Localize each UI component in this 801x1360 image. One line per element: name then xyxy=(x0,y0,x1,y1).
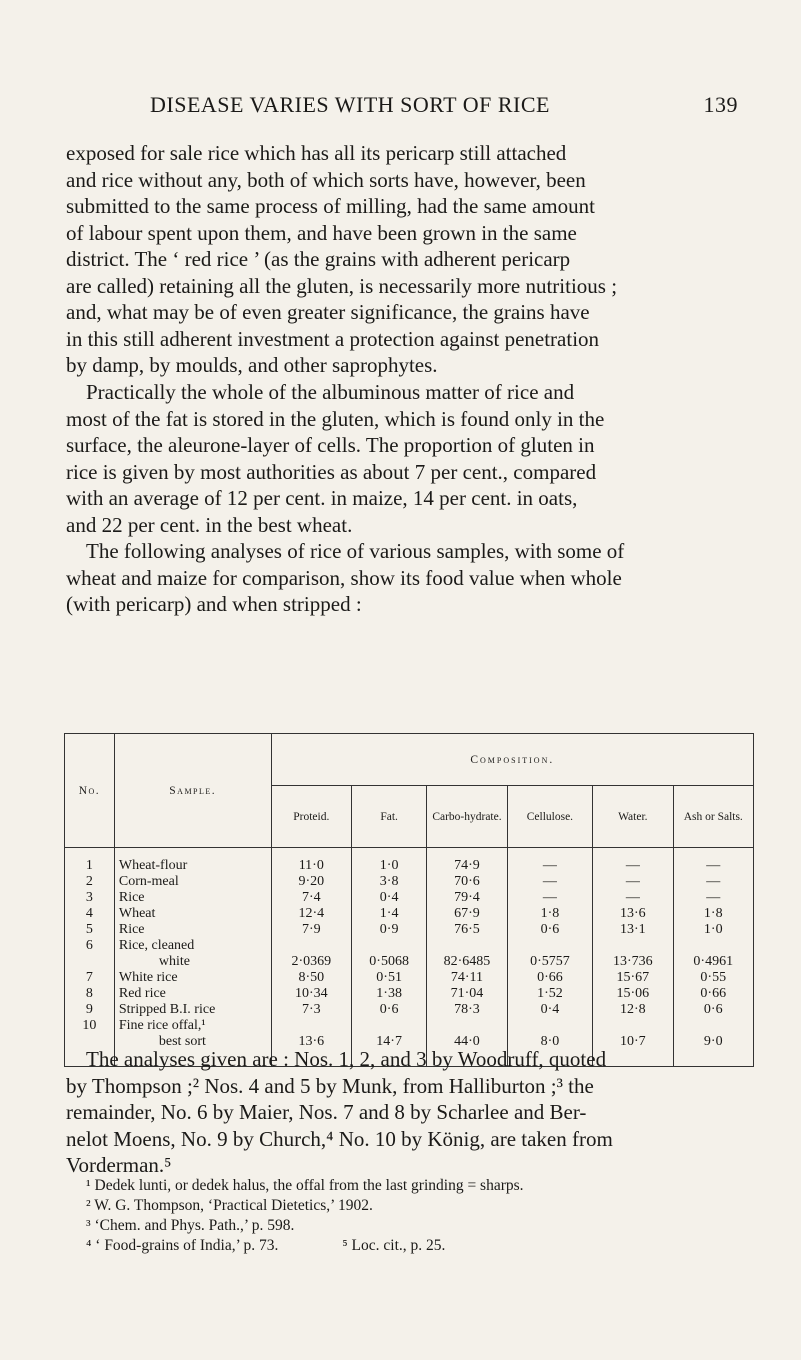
value-cell: — xyxy=(673,848,753,875)
footnote-1: ¹ Dedek lunti, or dedek halus, the offal from the last grinding = sharps. xyxy=(86,1177,524,1194)
value-cell: 7·3 xyxy=(271,1002,351,1018)
text-line: The analyses given are : Nos. 1, 2, and 3 by Woodruff, quoted xyxy=(86,1047,607,1071)
paragraph-2 xyxy=(66,379,746,538)
footnote-3: ³ ‘Chem. and Phys. Path.,’ p. 598. xyxy=(86,1217,295,1234)
value-cell: 11·0 xyxy=(271,848,351,875)
text-line: rice is given by most authorities as about 7 per cent., compared xyxy=(66,459,597,484)
sample-name: Corn-meal xyxy=(118,874,179,889)
value-cell: 1·4 xyxy=(351,906,426,922)
footnotes xyxy=(66,1176,746,1256)
value-cell: 8·50 xyxy=(271,970,351,986)
table-row xyxy=(65,874,754,890)
sample-name: Rice xyxy=(118,922,145,937)
value-cell: 67·9 xyxy=(427,906,507,922)
sample-name: Stripped B.I. rice xyxy=(118,1002,216,1017)
value-cell: 10·34 xyxy=(271,986,351,1002)
sample-cell xyxy=(114,890,271,906)
text-line: in this still adherent investment a protection against penetration xyxy=(66,326,600,351)
sample-cell xyxy=(114,938,271,970)
sample-cell xyxy=(114,906,271,922)
table-row xyxy=(65,986,754,1002)
value-cell: — xyxy=(507,874,592,890)
value-cell: 13·736 xyxy=(593,938,673,970)
value-cell: 7·9 xyxy=(271,922,351,938)
text-line: nelot Moens, No. 9 by Church,⁴ No. 10 by König, are taken from xyxy=(66,1126,613,1151)
paragraph-3 xyxy=(66,538,746,618)
value-cell: 14·7 xyxy=(351,1018,426,1067)
value-cell: 0·6 xyxy=(507,922,592,938)
col-header-water: Water. xyxy=(593,786,673,848)
page-number: 139 xyxy=(703,92,738,117)
value-cell: 1·8 xyxy=(673,906,753,922)
value-cell: 12·4 xyxy=(271,906,351,922)
sample-cell xyxy=(114,970,271,986)
value-cell: 0·5068 xyxy=(351,938,426,970)
value-cell: — xyxy=(673,890,753,906)
col-header-fat: Fat. xyxy=(351,786,426,848)
value-cell: 0·66 xyxy=(507,970,592,986)
sample-name-continued: best sort xyxy=(158,1034,206,1049)
value-cell: 0·6 xyxy=(673,1002,753,1018)
text-line: most of the fat is stored in the gluten, which is found only in the xyxy=(66,406,605,431)
footnote-2: ² W. G. Thompson, ‘Practical Dietetics,’ 1902. xyxy=(86,1197,373,1214)
text-line: with an average of 12 per cent. in maize, 14 per cent. in oats, xyxy=(66,486,578,510)
value-cell: 0·4 xyxy=(507,1002,592,1018)
text-line: (with pericarp) and when stripped : xyxy=(66,592,362,616)
col-header-sample: Sample. xyxy=(114,734,271,848)
col-header-cellulose: Cellulose. xyxy=(507,786,592,848)
value-cell: 0·55 xyxy=(673,970,753,986)
value-cell: 15·06 xyxy=(593,986,673,1002)
value-cell: — xyxy=(507,848,592,875)
value-cell: 44·0 xyxy=(427,1018,507,1067)
value-cell: 0·51 xyxy=(351,970,426,986)
col-header-carbohydrate: Carbo-hydrate. xyxy=(427,786,507,848)
value-cell: 76·5 xyxy=(427,922,507,938)
text-line: Practically the whole of the albuminous matter of rice and xyxy=(86,380,575,404)
table-row xyxy=(65,906,754,922)
value-cell: 71·04 xyxy=(427,986,507,1002)
row-number: 8 xyxy=(65,986,115,1002)
text-line: district. The ‘ red rice ’ (as the grains with adherent pericarp xyxy=(66,247,571,271)
sample-name: Fine rice offal,¹ xyxy=(118,1018,206,1033)
value-cell: 9·20 xyxy=(271,874,351,890)
value-cell: — xyxy=(673,874,753,890)
value-cell: 0·5757 xyxy=(507,938,592,970)
value-cell: 0·4 xyxy=(351,890,426,906)
value-cell: 0·9 xyxy=(351,922,426,938)
row-number: 9 xyxy=(65,1002,115,1018)
value-cell: 1·0 xyxy=(351,848,426,875)
text-line: The following analyses of rice of various samples, with some of xyxy=(86,539,625,563)
value-cell: — xyxy=(507,890,592,906)
value-cell: 0·66 xyxy=(673,986,753,1002)
text-line: and, what may be of even greater significance, the grains have xyxy=(66,300,590,324)
row-number: 3 xyxy=(65,890,115,906)
paragraph-after-table xyxy=(66,1046,746,1179)
footnote-5: ⁵ Loc. cit., p. 25. xyxy=(342,1237,446,1254)
text-line: wheat and maize for comparison, show its food value when whole xyxy=(66,565,622,590)
table-row xyxy=(65,848,754,875)
col-header-no: No. xyxy=(65,734,115,848)
composition-group-header: Composition. xyxy=(271,734,753,786)
value-cell: 8·0 xyxy=(507,1018,592,1067)
sample-name: Wheat xyxy=(118,906,156,921)
sample-name: Rice xyxy=(118,890,145,905)
value-cell: 3·8 xyxy=(351,874,426,890)
value-cell: 0·6 xyxy=(351,1002,426,1018)
sample-cell xyxy=(114,848,271,875)
sample-name: Wheat-flour xyxy=(118,858,188,873)
value-cell: 13·6 xyxy=(593,906,673,922)
sample-name: White rice xyxy=(118,970,178,985)
row-number: 10 xyxy=(65,1018,115,1067)
sample-cell xyxy=(114,986,271,1002)
table-body xyxy=(65,848,754,1067)
value-cell: 78·3 xyxy=(427,1002,507,1018)
value-cell: 12·8 xyxy=(593,1002,673,1018)
value-cell: 79·4 xyxy=(427,890,507,906)
value-cell: — xyxy=(593,874,673,890)
value-cell: — xyxy=(593,890,673,906)
value-cell: 1·38 xyxy=(351,986,426,1002)
value-cell: 10·7 xyxy=(593,1018,673,1067)
row-number: 1 xyxy=(65,848,115,875)
sample-cell xyxy=(114,1002,271,1018)
value-cell: 74·11 xyxy=(427,970,507,986)
row-number: 5 xyxy=(65,922,115,938)
col-header-proteid: Proteid. xyxy=(271,786,351,848)
value-cell: — xyxy=(593,848,673,875)
text-line: and rice without any, both of which sorts have, however, been xyxy=(66,167,586,192)
text-line: and 22 per cent. in the best wheat. xyxy=(66,512,353,537)
table-row xyxy=(65,922,754,938)
col-header-ash: Ash or Salts. xyxy=(673,786,753,848)
value-cell: 7·4 xyxy=(271,890,351,906)
text-line: exposed for sale rice which has all its pericarp still attached xyxy=(66,141,567,165)
value-cell: 1·52 xyxy=(507,986,592,1002)
text-line: by Thompson ;² Nos. 4 and 5 by Munk, from Halliburton ;³ the xyxy=(66,1073,594,1098)
footnote-4-5-line xyxy=(66,1236,746,1256)
row-number: 4 xyxy=(65,906,115,922)
sample-name: Rice, cleaned xyxy=(118,938,195,953)
paragraph-1 xyxy=(66,140,746,379)
table-row xyxy=(65,970,754,986)
table-row xyxy=(65,938,754,970)
analyses-table xyxy=(64,733,754,1067)
value-cell: 15·67 xyxy=(593,970,673,986)
row-number: 7 xyxy=(65,970,115,986)
table-row xyxy=(65,1002,754,1018)
value-cell: 9·0 xyxy=(673,1018,753,1067)
table-row xyxy=(65,890,754,906)
value-cell: 70·6 xyxy=(427,874,507,890)
value-cell: 2·0369 xyxy=(271,938,351,970)
value-cell: 0·4961 xyxy=(673,938,753,970)
text-line: surface, the aleurone-layer of cells. The proportion of gluten in xyxy=(66,433,595,457)
text-line: of labour spent upon them, and have been grown in the same xyxy=(66,220,577,245)
value-cell: 74·9 xyxy=(427,848,507,875)
value-cell: 1·0 xyxy=(673,922,753,938)
sample-name: Red rice xyxy=(118,986,166,1001)
sample-name-continued: white xyxy=(158,954,190,969)
text-line: are called) retaining all the gluten, is necessarily more nutritious ; xyxy=(66,273,618,298)
text-line: submitted to the same process of milling, had the same amount xyxy=(66,194,595,218)
text-line: remainder, No. 6 by Maier, Nos. 7 and 8 by Scharlee and Ber- xyxy=(66,1100,587,1124)
value-cell: 13·1 xyxy=(593,922,673,938)
row-number: 2 xyxy=(65,874,115,890)
sample-cell xyxy=(114,922,271,938)
row-number: 6 xyxy=(65,938,115,970)
value-cell: 1·8 xyxy=(507,906,592,922)
text-line: by damp, by moulds, and other saprophytes. xyxy=(66,353,438,377)
value-cell: 82·6485 xyxy=(427,938,507,970)
sample-cell xyxy=(114,874,271,890)
footnote-4: ⁴ ‘ Food-grains of India,’ p. 73. xyxy=(86,1237,279,1254)
text-line: Vorderman.⁵ xyxy=(66,1153,172,1177)
value-cell: 13·6 xyxy=(271,1018,351,1067)
running-title: DISEASE VARIES WITH SORT OF RICE xyxy=(150,92,550,117)
